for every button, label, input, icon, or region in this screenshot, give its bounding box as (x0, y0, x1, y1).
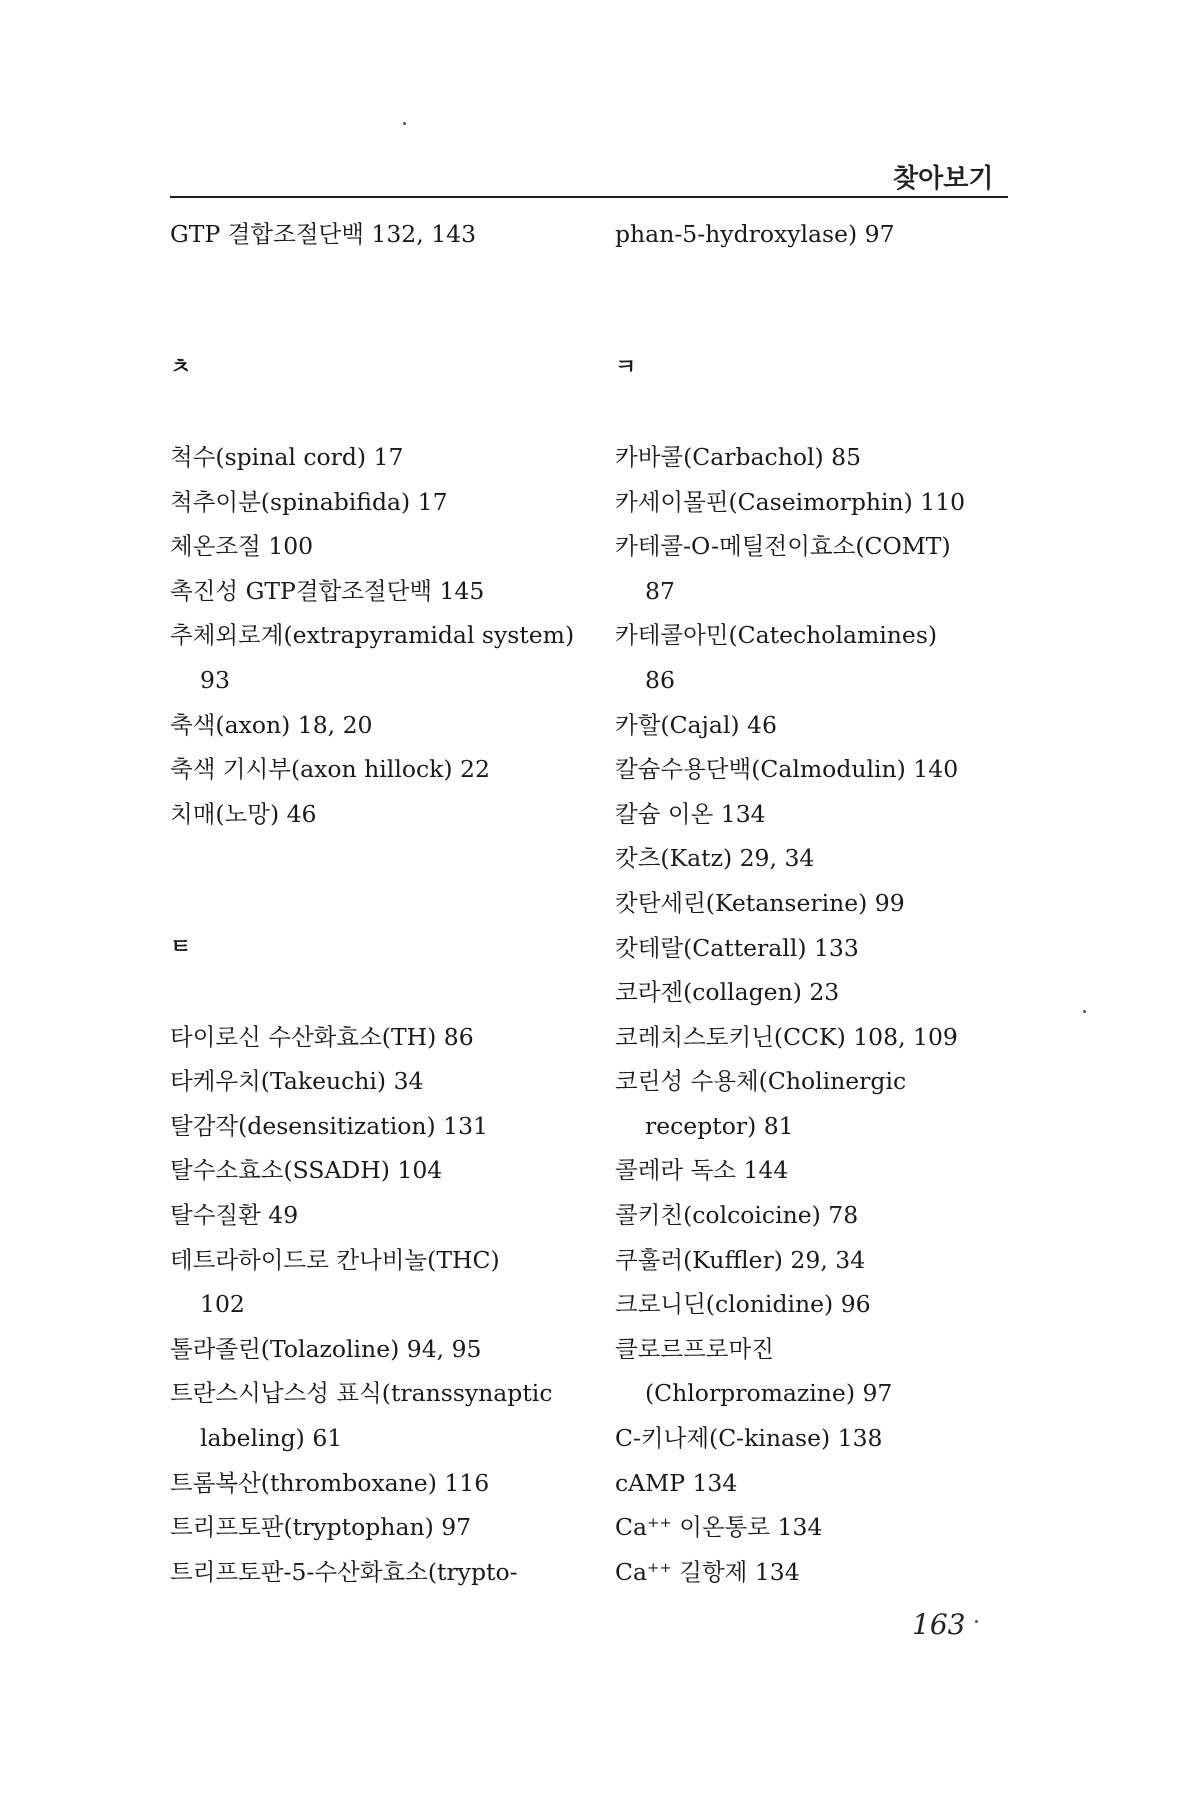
index-entry: 캇탄세린(Ketanserine) 99 (615, 888, 905, 917)
spacer (170, 301, 610, 346)
spacer (615, 390, 1025, 435)
section-letter-heading: ㅋ (615, 354, 637, 380)
spacer (170, 257, 610, 302)
spacer (615, 301, 1025, 346)
index-column-right (615, 212, 1025, 1594)
index-entry: 촉진성 GTP결합조절단백 145 (170, 576, 485, 605)
index-column-left (170, 212, 610, 1594)
index-entry: GTP 결합조절단백 132, 143 (170, 220, 477, 248)
spacer (615, 257, 1025, 302)
index-entry: Ca⁺⁺ 이온통로 134 (615, 1513, 823, 1542)
index-entry-continuation: labeling) 61 (200, 1424, 343, 1453)
index-entry-continuation: 86 (645, 665, 675, 694)
index-entry: 타이로신 수산화효소(TH) 86 (170, 1022, 474, 1051)
spacer (170, 970, 610, 1015)
index-entry: 축색 기시부(axon hillock) 22 (170, 755, 490, 784)
page-header-title: 찾아보기 (893, 164, 994, 194)
index-entry: 캇테랄(Catterall) 133 (615, 933, 859, 962)
index-entry: 크로니딘(clonidine) 96 (615, 1290, 871, 1319)
page-number: 163 (912, 1608, 966, 1641)
header-rule (170, 196, 1008, 198)
index-entry: 톨라졸린(Tolazoline) 94, 95 (170, 1334, 482, 1363)
scan-speck (975, 1620, 978, 1623)
index-entry: cAMP 134 (615, 1468, 738, 1497)
index-entry: 탈감작(desensitization) 131 (170, 1111, 488, 1140)
index-entry: Ca⁺⁺ 길항제 134 (615, 1557, 800, 1586)
index-entry-continuation: receptor) 81 (645, 1111, 794, 1140)
index-entry: 캇츠(Katz) 29, 34 (615, 844, 815, 873)
index-entry: 탈수질환 49 (170, 1201, 299, 1230)
index-entry: C-키나제(C-kinase) 138 (615, 1424, 883, 1453)
index-entry: 트리프토판-5-수산화효소(trypto- (170, 1557, 518, 1586)
section-letter-heading: ㅌ (170, 934, 192, 960)
index-entry: 칼슘 이온 134 (615, 799, 766, 828)
index-entry: 타케우치(Takeuchi) 34 (170, 1067, 424, 1096)
index-entry: 콜레라 독소 144 (615, 1156, 789, 1185)
scan-speck (403, 122, 406, 125)
index-entry: 쿠훌러(Kuffler) 29, 34 (615, 1245, 866, 1274)
index-entry: 테트라하이드로 칸나비놀(THC) (170, 1245, 500, 1274)
index-entry: 척수(spinal cord) 17 (170, 442, 404, 471)
index-entry-continuation: 87 (645, 576, 675, 605)
spacer (170, 881, 610, 926)
index-entry: 칼슘수용단백(Calmodulin) 140 (615, 755, 959, 784)
index-entry: 코린성 수용체(Cholinergic (615, 1067, 907, 1096)
index-entry: 추체외로계(extrapyramidal system) (170, 621, 575, 650)
index-entry: 카할(Cajal) 46 (615, 710, 777, 739)
index-entry-continuation: 102 (200, 1290, 245, 1319)
section-letter-heading: ㅊ (170, 354, 192, 380)
index-entry-continuation: 93 (200, 665, 230, 694)
index-entry: 탈수소효소(SSADH) 104 (170, 1156, 443, 1185)
index-entry: 체온조절 100 (170, 532, 314, 561)
index-entry: 트리프토판(tryptophan) 97 (170, 1513, 472, 1542)
scan-speck (1083, 1010, 1086, 1013)
index-entry: 트롬복산(thromboxane) 116 (170, 1468, 490, 1497)
index-entry: 코라젠(collagen) 23 (615, 978, 840, 1007)
index-entry: 콜키친(colcoicine) 78 (615, 1201, 859, 1230)
index-entry: 카세이몰핀(Caseimorphin) 110 (615, 487, 966, 516)
index-entry: 치매(노망) 46 (170, 799, 317, 828)
index-entry: phan-5-hydroxylase) 97 (615, 220, 895, 248)
index-entry: 카테콜-O-메틸전이효소(COMT) (615, 532, 951, 561)
index-entry: 트란스시납스성 표식(transsynaptic (170, 1379, 553, 1408)
index-entry: 코레치스토키닌(CCK) 108, 109 (615, 1022, 958, 1051)
index-entry: 카테콜아민(Catecholamines) (615, 621, 938, 650)
index-entry: 축색(axon) 18, 20 (170, 710, 373, 739)
index-entry: 카바콜(Carbachol) 85 (615, 442, 862, 471)
spacer (170, 390, 610, 435)
index-entry: 척추이분(spinabifida) 17 (170, 487, 448, 516)
spacer (170, 836, 610, 881)
index-entry-continuation: (Chlorpromazine) 97 (645, 1379, 893, 1408)
index-entry: 클로르프로마진 (615, 1334, 774, 1363)
